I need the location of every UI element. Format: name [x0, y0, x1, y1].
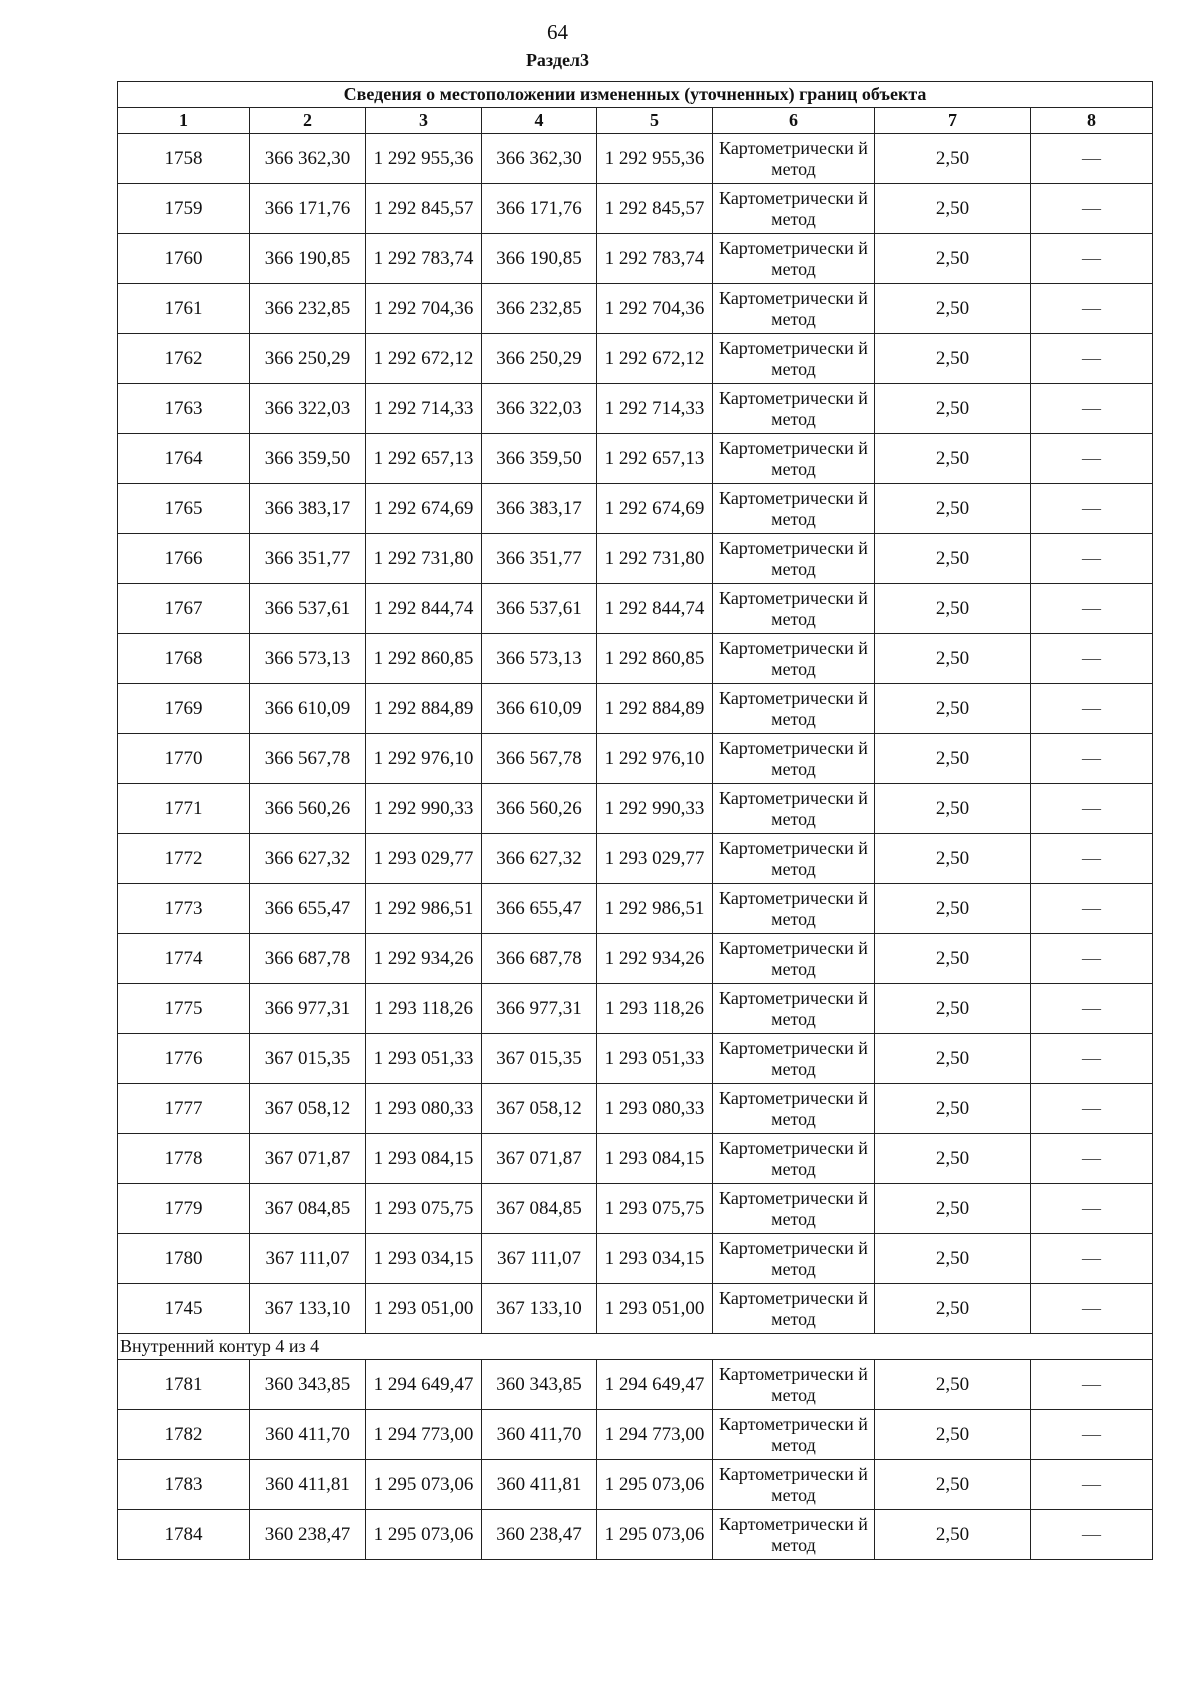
method-cell: Картометрически й метод: [713, 1084, 875, 1134]
description-cell: —: [1031, 1234, 1153, 1284]
table-row: [118, 834, 1153, 884]
method-cell: Картометрически й метод: [713, 684, 875, 734]
accuracy-cell: 2,50: [875, 1460, 1031, 1510]
y-old-cell: 1 293 029,77: [366, 834, 482, 884]
y-new-cell: 1 292 672,12: [597, 334, 713, 384]
method-cell: Картометрически й метод: [713, 384, 875, 434]
table-row: [118, 884, 1153, 934]
contour-label-row: [118, 1334, 1153, 1360]
x-old-cell: 360 411,81: [250, 1460, 366, 1510]
table-row: [118, 934, 1153, 984]
y-old-cell: 1 292 860,85: [366, 634, 482, 684]
y-new-cell: 1 295 073,06: [597, 1460, 713, 1510]
boundary-coordinates-table: [117, 81, 1153, 1560]
x-old-cell: 366 362,30: [250, 134, 366, 184]
y-new-cell: 1 293 029,77: [597, 834, 713, 884]
y-new-cell: 1 293 080,33: [597, 1084, 713, 1134]
point-number-cell: 1761: [118, 284, 250, 334]
description-cell: —: [1031, 334, 1153, 384]
accuracy-cell: 2,50: [875, 384, 1031, 434]
y-old-cell: 1 293 118,26: [366, 984, 482, 1034]
description-cell: —: [1031, 1184, 1153, 1234]
x-new-cell: 366 322,03: [482, 384, 597, 434]
method-cell: Картометрически й метод: [713, 734, 875, 784]
table-caption-row: [118, 82, 1153, 108]
description-cell: —: [1031, 384, 1153, 434]
y-new-cell: 1 292 955,36: [597, 134, 713, 184]
x-old-cell: 360 238,47: [250, 1510, 366, 1560]
accuracy-cell: 2,50: [875, 1510, 1031, 1560]
x-new-cell: 366 250,29: [482, 334, 597, 384]
column-header: 4: [482, 108, 597, 134]
description-cell: —: [1031, 834, 1153, 884]
x-old-cell: 366 537,61: [250, 584, 366, 634]
method-cell: Картометрически й метод: [713, 634, 875, 684]
x-old-cell: 366 359,50: [250, 434, 366, 484]
x-new-cell: 367 084,85: [482, 1184, 597, 1234]
accuracy-cell: 2,50: [875, 184, 1031, 234]
table-row: [118, 134, 1153, 184]
method-cell: Картометрически й метод: [713, 834, 875, 884]
x-old-cell: 366 687,78: [250, 934, 366, 984]
description-cell: —: [1031, 234, 1153, 284]
accuracy-cell: 2,50: [875, 1034, 1031, 1084]
accuracy-cell: 2,50: [875, 934, 1031, 984]
point-number-cell: 1784: [118, 1510, 250, 1560]
x-old-cell: 367 133,10: [250, 1284, 366, 1334]
y-old-cell: 1 293 075,75: [366, 1184, 482, 1234]
description-cell: —: [1031, 1360, 1153, 1410]
y-old-cell: 1 292 845,57: [366, 184, 482, 234]
accuracy-cell: 2,50: [875, 684, 1031, 734]
x-new-cell: 366 359,50: [482, 434, 597, 484]
method-cell: Картометрически й метод: [713, 284, 875, 334]
y-new-cell: 1 292 731,80: [597, 534, 713, 584]
y-old-cell: 1 292 731,80: [366, 534, 482, 584]
point-number-cell: 1781: [118, 1360, 250, 1410]
point-number-cell: 1763: [118, 384, 250, 434]
point-number-cell: 1771: [118, 784, 250, 834]
method-cell: Картометрически й метод: [713, 434, 875, 484]
table-row: [118, 534, 1153, 584]
point-number-cell: 1767: [118, 584, 250, 634]
accuracy-cell: 2,50: [875, 484, 1031, 534]
column-header: 3: [366, 108, 482, 134]
method-cell: Картометрически й метод: [713, 1184, 875, 1234]
accuracy-cell: 2,50: [875, 1410, 1031, 1460]
column-header: 7: [875, 108, 1031, 134]
description-cell: —: [1031, 534, 1153, 584]
y-new-cell: 1 293 118,26: [597, 984, 713, 1034]
x-new-cell: 366 537,61: [482, 584, 597, 634]
column-header: 2: [250, 108, 366, 134]
accuracy-cell: 2,50: [875, 634, 1031, 684]
y-old-cell: 1 294 773,00: [366, 1410, 482, 1460]
accuracy-cell: 2,50: [875, 1284, 1031, 1334]
table-row: [118, 634, 1153, 684]
section-title: Раздел3: [525, 50, 590, 70]
x-new-cell: 366 560,26: [482, 784, 597, 834]
method-cell: Картометрически й метод: [713, 1134, 875, 1184]
table-row: [118, 184, 1153, 234]
x-new-cell: 366 655,47: [482, 884, 597, 934]
x-old-cell: 366 383,17: [250, 484, 366, 534]
table-row: [118, 484, 1153, 534]
description-cell: —: [1031, 684, 1153, 734]
x-old-cell: 366 977,31: [250, 984, 366, 1034]
description-cell: —: [1031, 434, 1153, 484]
method-cell: Картометрически й метод: [713, 134, 875, 184]
point-number-cell: 1745: [118, 1284, 250, 1334]
y-new-cell: 1 294 649,47: [597, 1360, 713, 1410]
y-new-cell: 1 293 051,33: [597, 1034, 713, 1084]
y-old-cell: 1 293 034,15: [366, 1234, 482, 1284]
x-old-cell: 360 343,85: [250, 1360, 366, 1410]
point-number-cell: 1762: [118, 334, 250, 384]
column-header: 1: [118, 108, 250, 134]
table-row: [118, 784, 1153, 834]
y-old-cell: 1 292 990,33: [366, 784, 482, 834]
table-row: [118, 1460, 1153, 1510]
y-new-cell: 1 294 773,00: [597, 1410, 713, 1460]
y-old-cell: 1 292 783,74: [366, 234, 482, 284]
y-old-cell: 1 292 955,36: [366, 134, 482, 184]
x-new-cell: 366 362,30: [482, 134, 597, 184]
accuracy-cell: 2,50: [875, 984, 1031, 1034]
y-old-cell: 1 293 051,00: [366, 1284, 482, 1334]
accuracy-cell: 2,50: [875, 884, 1031, 934]
point-number-cell: 1773: [118, 884, 250, 934]
x-old-cell: 366 250,29: [250, 334, 366, 384]
table-row: [118, 1510, 1153, 1560]
x-old-cell: 366 560,26: [250, 784, 366, 834]
method-cell: Картометрически й метод: [713, 184, 875, 234]
x-old-cell: 366 567,78: [250, 734, 366, 784]
x-new-cell: 367 111,07: [482, 1234, 597, 1284]
x-new-cell: 366 687,78: [482, 934, 597, 984]
y-new-cell: 1 293 084,15: [597, 1134, 713, 1184]
y-new-cell: 1 292 704,36: [597, 284, 713, 334]
point-number-cell: 1772: [118, 834, 250, 884]
point-number-cell: 1777: [118, 1084, 250, 1134]
y-new-cell: 1 292 783,74: [597, 234, 713, 284]
accuracy-cell: 2,50: [875, 1234, 1031, 1284]
table-row: [118, 584, 1153, 634]
method-cell: Картометрически й метод: [713, 1460, 875, 1510]
x-new-cell: 367 071,87: [482, 1134, 597, 1184]
y-new-cell: 1 292 845,57: [597, 184, 713, 234]
description-cell: —: [1031, 1284, 1153, 1334]
y-new-cell: 1 292 714,33: [597, 384, 713, 434]
description-cell: —: [1031, 1034, 1153, 1084]
accuracy-cell: 2,50: [875, 234, 1031, 284]
table-row: [118, 234, 1153, 284]
accuracy-cell: 2,50: [875, 284, 1031, 334]
y-old-cell: 1 292 884,89: [366, 684, 482, 734]
y-new-cell: 1 292 976,10: [597, 734, 713, 784]
point-number-cell: 1779: [118, 1184, 250, 1234]
method-cell: Картометрически й метод: [713, 934, 875, 984]
method-cell: Картометрически й метод: [713, 884, 875, 934]
table-row: [118, 984, 1153, 1034]
y-new-cell: 1 295 073,06: [597, 1510, 713, 1560]
table-body-outer-contour: [118, 134, 1153, 1334]
table-row: [118, 384, 1153, 434]
description-cell: —: [1031, 584, 1153, 634]
accuracy-cell: 2,50: [875, 734, 1031, 784]
table-row: [118, 684, 1153, 734]
description-cell: —: [1031, 934, 1153, 984]
y-new-cell: 1 292 674,69: [597, 484, 713, 534]
table-caption: Сведения о местоположении измененных (уточненных) границ объекта: [118, 82, 1153, 108]
y-new-cell: 1 292 884,89: [597, 684, 713, 734]
x-new-cell: 366 383,17: [482, 484, 597, 534]
table-row: [118, 434, 1153, 484]
point-number-cell: 1770: [118, 734, 250, 784]
page-number: 64: [547, 20, 568, 44]
x-new-cell: 366 977,31: [482, 984, 597, 1034]
y-old-cell: 1 293 080,33: [366, 1084, 482, 1134]
point-number-cell: 1782: [118, 1410, 250, 1460]
table-row: [118, 1234, 1153, 1284]
y-new-cell: 1 292 860,85: [597, 634, 713, 684]
description-cell: —: [1031, 1510, 1153, 1560]
x-old-cell: 366 322,03: [250, 384, 366, 434]
point-number-cell: 1780: [118, 1234, 250, 1284]
description-cell: —: [1031, 484, 1153, 534]
x-new-cell: 366 171,76: [482, 184, 597, 234]
x-old-cell: 367 015,35: [250, 1034, 366, 1084]
description-cell: —: [1031, 784, 1153, 834]
x-new-cell: 366 190,85: [482, 234, 597, 284]
table-row: [118, 734, 1153, 784]
x-old-cell: 367 111,07: [250, 1234, 366, 1284]
y-old-cell: 1 295 073,06: [366, 1460, 482, 1510]
y-old-cell: 1 294 649,47: [366, 1360, 482, 1410]
point-number-cell: 1759: [118, 184, 250, 234]
x-old-cell: 366 655,47: [250, 884, 366, 934]
description-cell: —: [1031, 184, 1153, 234]
y-old-cell: 1 292 714,33: [366, 384, 482, 434]
point-number-cell: 1758: [118, 134, 250, 184]
contour-section: [118, 1334, 1153, 1360]
x-new-cell: 360 411,81: [482, 1460, 597, 1510]
accuracy-cell: 2,50: [875, 1084, 1031, 1134]
x-new-cell: 366 232,85: [482, 284, 597, 334]
y-new-cell: 1 293 075,75: [597, 1184, 713, 1234]
x-old-cell: 367 071,87: [250, 1134, 366, 1184]
method-cell: Картометрически й метод: [713, 584, 875, 634]
y-old-cell: 1 292 657,13: [366, 434, 482, 484]
column-header-row: [118, 108, 1153, 134]
point-number-cell: 1769: [118, 684, 250, 734]
x-old-cell: 366 190,85: [250, 234, 366, 284]
method-cell: Картометрически й метод: [713, 234, 875, 284]
method-cell: Картометрически й метод: [713, 484, 875, 534]
table-row: [118, 1084, 1153, 1134]
y-new-cell: 1 292 990,33: [597, 784, 713, 834]
table-row: [118, 1284, 1153, 1334]
x-new-cell: 366 627,32: [482, 834, 597, 884]
y-old-cell: 1 295 073,06: [366, 1510, 482, 1560]
y-old-cell: 1 292 986,51: [366, 884, 482, 934]
accuracy-cell: 2,50: [875, 834, 1031, 884]
accuracy-cell: 2,50: [875, 534, 1031, 584]
table-row: [118, 284, 1153, 334]
table-row: [118, 1134, 1153, 1184]
method-cell: Картометрически й метод: [713, 1410, 875, 1460]
y-old-cell: 1 292 844,74: [366, 584, 482, 634]
x-old-cell: 367 084,85: [250, 1184, 366, 1234]
point-number-cell: 1764: [118, 434, 250, 484]
point-number-cell: 1783: [118, 1460, 250, 1510]
method-cell: Картометрически й метод: [713, 1510, 875, 1560]
description-cell: —: [1031, 634, 1153, 684]
accuracy-cell: 2,50: [875, 1134, 1031, 1184]
description-cell: —: [1031, 1084, 1153, 1134]
method-cell: Картометрически й метод: [713, 334, 875, 384]
description-cell: —: [1031, 734, 1153, 784]
method-cell: Картометрически й метод: [713, 1034, 875, 1084]
x-new-cell: 366 351,77: [482, 534, 597, 584]
method-cell: Картометрически й метод: [713, 784, 875, 834]
method-cell: Картометрически й метод: [713, 1360, 875, 1410]
point-number-cell: 1778: [118, 1134, 250, 1184]
y-old-cell: 1 292 704,36: [366, 284, 482, 334]
accuracy-cell: 2,50: [875, 584, 1031, 634]
method-cell: Картометрически й метод: [713, 1284, 875, 1334]
x-new-cell: 366 573,13: [482, 634, 597, 684]
accuracy-cell: 2,50: [875, 1360, 1031, 1410]
x-new-cell: 360 411,70: [482, 1410, 597, 1460]
table-body-inner-contour: [118, 1360, 1153, 1560]
point-number-cell: 1766: [118, 534, 250, 584]
description-cell: —: [1031, 884, 1153, 934]
x-old-cell: 360 411,70: [250, 1410, 366, 1460]
method-cell: Картометрически й метод: [713, 984, 875, 1034]
table-row: [118, 1034, 1153, 1084]
method-cell: Картометрически й метод: [713, 1234, 875, 1284]
x-new-cell: 366 610,09: [482, 684, 597, 734]
description-cell: —: [1031, 134, 1153, 184]
description-cell: —: [1031, 1410, 1153, 1460]
description-cell: —: [1031, 984, 1153, 1034]
x-new-cell: 360 238,47: [482, 1510, 597, 1560]
y-old-cell: 1 292 672,12: [366, 334, 482, 384]
table-row: [118, 1410, 1153, 1460]
y-old-cell: 1 292 934,26: [366, 934, 482, 984]
y-new-cell: 1 293 051,00: [597, 1284, 713, 1334]
accuracy-cell: 2,50: [875, 434, 1031, 484]
x-new-cell: 367 015,35: [482, 1034, 597, 1084]
x-new-cell: 367 058,12: [482, 1084, 597, 1134]
point-number-cell: 1760: [118, 234, 250, 284]
description-cell: —: [1031, 1460, 1153, 1510]
y-old-cell: 1 293 084,15: [366, 1134, 482, 1184]
x-new-cell: 367 133,10: [482, 1284, 597, 1334]
x-old-cell: 366 232,85: [250, 284, 366, 334]
y-new-cell: 1 293 034,15: [597, 1234, 713, 1284]
accuracy-cell: 2,50: [875, 134, 1031, 184]
x-old-cell: 366 351,77: [250, 534, 366, 584]
x-old-cell: 366 573,13: [250, 634, 366, 684]
point-number-cell: 1765: [118, 484, 250, 534]
description-cell: —: [1031, 284, 1153, 334]
table-row: [118, 1184, 1153, 1234]
point-number-cell: 1775: [118, 984, 250, 1034]
table-row: [118, 334, 1153, 384]
point-number-cell: 1768: [118, 634, 250, 684]
y-old-cell: 1 292 674,69: [366, 484, 482, 534]
point-number-cell: 1776: [118, 1034, 250, 1084]
contour-label: Внутренний контур 4 из 4: [118, 1334, 1153, 1360]
accuracy-cell: 2,50: [875, 334, 1031, 384]
x-new-cell: 366 567,78: [482, 734, 597, 784]
accuracy-cell: 2,50: [875, 784, 1031, 834]
column-header: 8: [1031, 108, 1153, 134]
x-new-cell: 360 343,85: [482, 1360, 597, 1410]
accuracy-cell: 2,50: [875, 1184, 1031, 1234]
y-old-cell: 1 292 976,10: [366, 734, 482, 784]
x-old-cell: 366 171,76: [250, 184, 366, 234]
x-old-cell: 366 627,32: [250, 834, 366, 884]
column-header: 6: [713, 108, 875, 134]
point-number-cell: 1774: [118, 934, 250, 984]
x-old-cell: 366 610,09: [250, 684, 366, 734]
y-new-cell: 1 292 934,26: [597, 934, 713, 984]
y-old-cell: 1 293 051,33: [366, 1034, 482, 1084]
description-cell: —: [1031, 1134, 1153, 1184]
table-row: [118, 1360, 1153, 1410]
column-header: 5: [597, 108, 713, 134]
y-new-cell: 1 292 986,51: [597, 884, 713, 934]
method-cell: Картометрически й метод: [713, 534, 875, 584]
y-new-cell: 1 292 657,13: [597, 434, 713, 484]
x-old-cell: 367 058,12: [250, 1084, 366, 1134]
y-new-cell: 1 292 844,74: [597, 584, 713, 634]
